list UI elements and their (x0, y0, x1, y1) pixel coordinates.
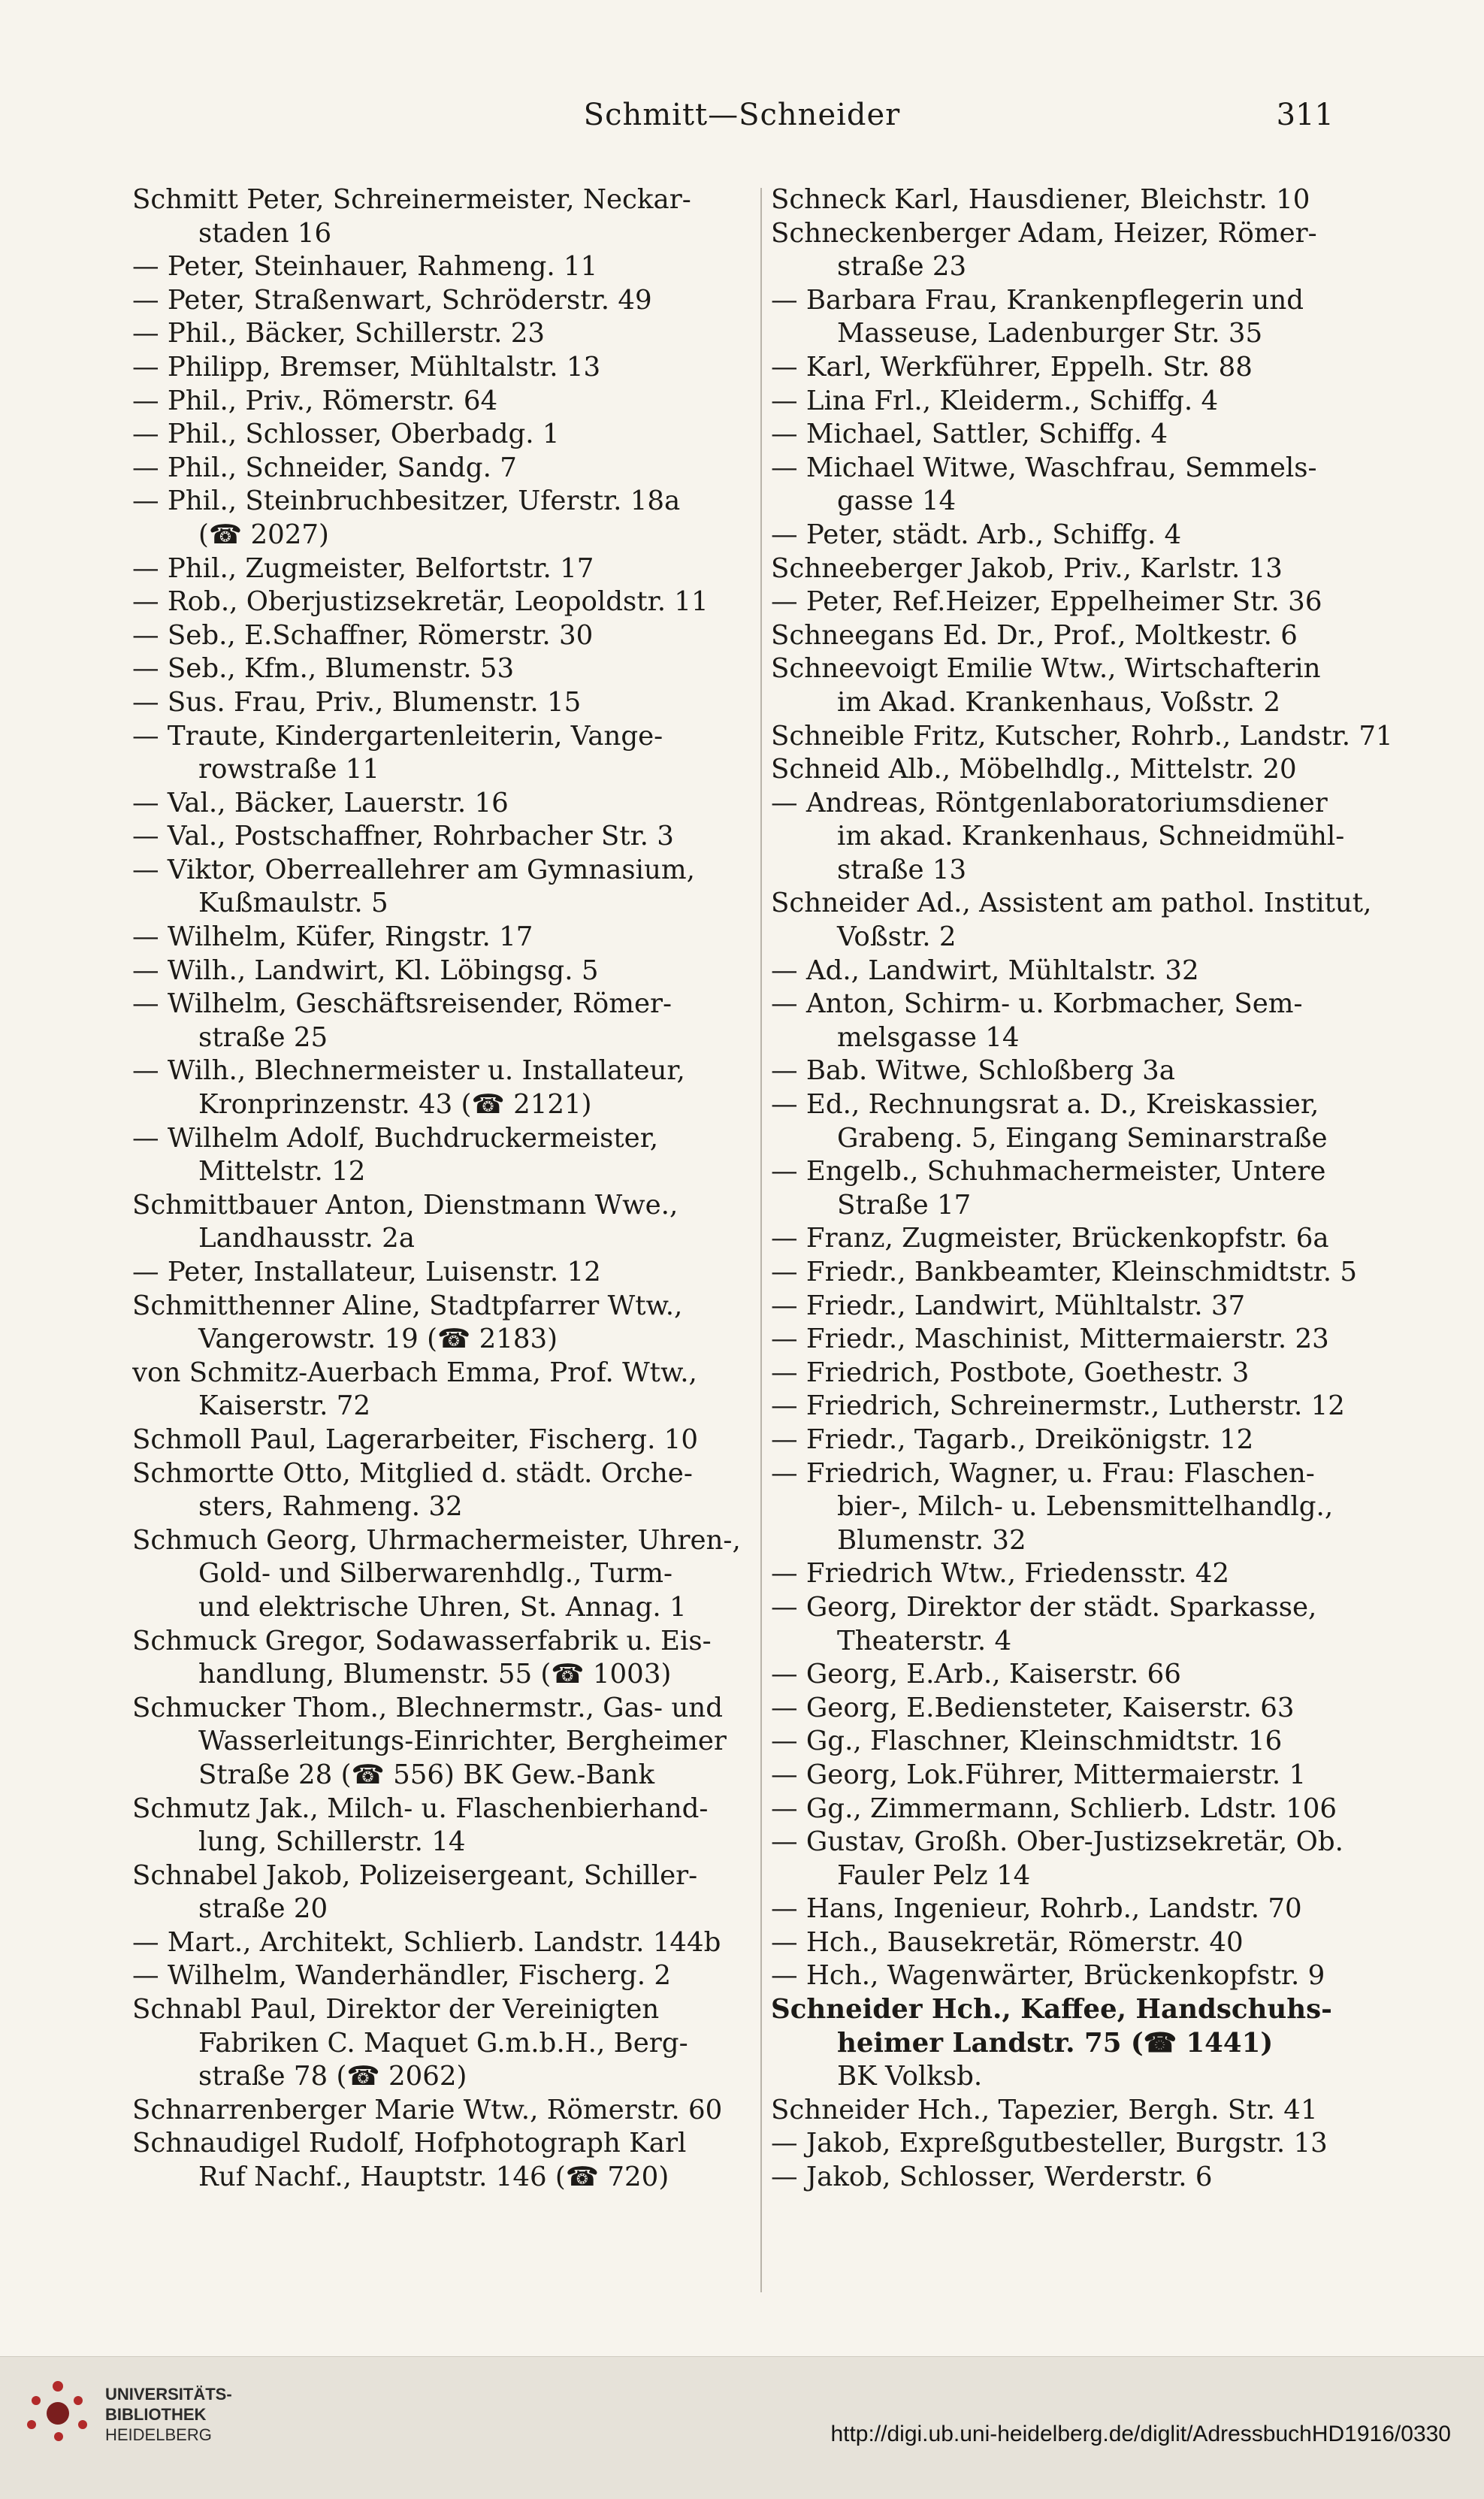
directory-entry-line: Schneider Ad., Assistent am pathol. Institut, (771, 888, 1372, 919)
directory-entry-line: — Michael Witwe, Waschfrau, Semmels- (771, 452, 1395, 486)
directory-entry-line: — Phil., Zugmeister, Belfortstr. 17 (132, 552, 756, 586)
right-column (771, 183, 1395, 2310)
directory-entry-line: — Andreas, Röntgenlaboratoriumsdiener (771, 787, 1395, 821)
directory-entry-line: straße 78 (☎ 2062) (198, 2061, 467, 2092)
directory-entry-line: Schmuch Georg, Uhrmachermeister, Uhren-, (132, 1524, 741, 1556)
directory-entry-line: straße 25 (198, 1021, 328, 1053)
directory-entry-line: — Peter, Ref.Heizer, Eppelheimer Str. 36 (771, 585, 1395, 619)
directory-entry-line: — Wilhelm, Geschäftsreisender, Römer- (132, 988, 756, 1021)
directory-entry-line: — Gg., Zimmermann, Schlierb. Ldstr. 106 (771, 1793, 1395, 1826)
directory-entry-line: Fauler Pelz 14 (837, 1859, 1031, 1891)
directory-entry-line: Gold- und Silberwarenhdlg., Turm- (198, 1558, 673, 1590)
directory-entry-line: Theaterstr. 4 (837, 1625, 1012, 1656)
directory-entry-line: — Peter, Installateur, Luisenstr. 12 (132, 1256, 756, 1290)
directory-entry-line: straße 23 (837, 251, 967, 283)
directory-entry-line: — Phil., Schlosser, Oberbadg. 1 (132, 418, 756, 452)
directory-entry-line: — Friedrich, Postbote, Goethestr. 3 (771, 1357, 1395, 1390)
directory-entry-line: — Val., Postschaffner, Rohrbacher Str. 3 (132, 820, 756, 854)
library-name-line: HEIDELBERG (105, 2425, 212, 2444)
directory-entry-line: — Phil., Priv., Römerstr. 64 (132, 385, 756, 419)
directory-entry-line: im Akad. Krankenhaus, Voßstr. 2 (837, 686, 1280, 718)
directory-entry-line: Schnarrenberger Marie Wtw., Römerstr. 60 (132, 2094, 723, 2125)
column-divider (760, 188, 762, 2292)
directory-entry-line: — Phil., Schneider, Sandg. 7 (132, 452, 756, 486)
directory-entry-line: Masseuse, Ladenburger Str. 35 (837, 318, 1263, 349)
directory-entry-line: Wasserleitungs-Einrichter, Bergheimer (198, 1726, 727, 1757)
directory-entry-line: — Peter, städt. Arb., Schiffg. 4 (771, 519, 1395, 552)
directory-entry-line: — Wilhelm, Wanderhändler, Fischerg. 2 (132, 1959, 756, 1993)
source-url-link[interactable]: http://digi.ub.uni-heidelberg.de/diglit/AdressbuchHD1916/0330 (830, 2422, 1451, 2446)
directory-entry-line: (☎ 2027) (198, 519, 329, 550)
directory-entry-line: Schmuck Gregor, Sodawasserfabrik u. Eis- (132, 1625, 712, 1656)
directory-entry-line: — Rob., Oberjustizsekretär, Leopoldstr. 11 (132, 585, 756, 619)
directory-entry-line: Straße 28 (☎ 556) BK Gew.-Bank (198, 1759, 655, 1790)
directory-entry-line: Schmitt Peter, Schreinermeister, Neckar- (132, 184, 691, 215)
directory-entry-line: — Wilhelm Adolf, Buchdruckermeister, (132, 1122, 756, 1156)
directory-entry-line: straße 20 (198, 1893, 328, 1925)
directory-entry-line: BK Volksb. (837, 2061, 983, 2092)
directory-entry-line: heimer Landstr. 75 (☎ 1441) (837, 2027, 1274, 2059)
directory-entry-line: Schmitthenner Aline, Stadtpfarrer Wtw., (132, 1290, 683, 1321)
directory-entry-line: — Franz, Zugmeister, Brückenkopfstr. 6a (771, 1222, 1395, 1256)
directory-entry-line: — Hans, Ingenieur, Rohrb., Landstr. 70 (771, 1892, 1395, 1926)
directory-entry-line: Schneid Alb., Möbelhdlg., Mittelstr. 20 (771, 754, 1297, 785)
directory-entry-line: Schmortte Otto, Mitglied d. städt. Orche- (132, 1457, 693, 1489)
directory-entry-line: und elektrische Uhren, St. Annag. 1 (198, 1591, 687, 1623)
directory-entry-line: Straße 17 (837, 1189, 972, 1221)
directory-entry-line: sters, Rahmeng. 32 (198, 1491, 463, 1523)
directory-entry-line: — Engelb., Schuhmachermeister, Untere (771, 1155, 1395, 1189)
directory-entry-line: Schneck Karl, Hausdiener, Bleichstr. 10 (771, 184, 1310, 215)
directory-entry-line: — Phil., Bäcker, Schillerstr. 23 (132, 317, 756, 351)
directory-entry-line: — Georg, E.Arb., Kaiserstr. 66 (771, 1658, 1395, 1692)
directory-entry-line: — Sus. Frau, Priv., Blumenstr. 15 (132, 686, 756, 720)
directory-entry-line: — Gustav, Großh. Ober-Justizsekretär, Ob. (771, 1826, 1395, 1859)
directory-entry-line: staden 16 (198, 217, 332, 249)
directory-entry-line: melsgasse 14 (837, 1021, 1020, 1053)
directory-entry-line: Schmittbauer Anton, Dienstmann Wwe., (132, 1189, 679, 1221)
directory-entry-line: lung, Schillerstr. 14 (198, 1826, 466, 1858)
directory-entry-line: Schneeberger Jakob, Priv., Karlstr. 13 (771, 552, 1283, 584)
left-column (132, 183, 756, 2310)
directory-entry-line: — Peter, Steinhauer, Rahmeng. 11 (132, 250, 756, 284)
directory-entry-line: Grabeng. 5, Eingang Seminarstraße (837, 1122, 1328, 1154)
directory-entry-line: — Friedr., Bankbeamter, Kleinschmidtstr. 5 (771, 1256, 1395, 1290)
directory-entry-line: — Friedrich Wtw., Friedensstr. 42 (771, 1557, 1395, 1591)
directory-entry-line: Schneegans Ed. Dr., Prof., Moltkestr. 6 (771, 619, 1298, 651)
directory-entry-line: — Friedr., Landwirt, Mühltalstr. 37 (771, 1290, 1395, 1324)
directory-entry-line: Schmoll Paul, Lagerarbeiter, Fischerg. 10 (132, 1423, 698, 1455)
directory-entry-line: — Peter, Straßenwart, Schröderstr. 49 (132, 284, 756, 318)
directory-entry-line: handlung, Blumenstr. 55 (☎ 1003) (198, 1659, 672, 1690)
directory-entry-line: — Friedrich, Schreinermstr., Lutherstr. 12 (771, 1390, 1395, 1423)
directory-entry-line: Ruf Nachf., Hauptstr. 146 (☎ 720) (198, 2162, 669, 2193)
directory-entry-line: — Karl, Werkführer, Eppelh. Str. 88 (771, 351, 1395, 385)
directory-entry-line: — Michael, Sattler, Schiffg. 4 (771, 418, 1395, 452)
directory-entry-line: — Philipp, Bremser, Mühltalstr. 13 (132, 351, 756, 385)
directory-entry-line: — Hch., Wagenwärter, Brückenkopfstr. 9 (771, 1959, 1395, 1993)
directory-entry-line: — Gg., Flaschner, Kleinschmidtstr. 16 (771, 1725, 1395, 1759)
library-name-line: BIBLIOTHEK (105, 2405, 207, 2424)
directory-entry-line: — Georg, Direktor der städt. Sparkasse, (771, 1591, 1395, 1625)
library-name-line: UNIVERSITÄTS- (105, 2385, 232, 2404)
page-header (0, 98, 1484, 143)
directory-entry-line: Schneevoigt Emilie Wtw., Wirtschafterin (771, 653, 1321, 685)
directory-entry-line: Blumenstr. 32 (837, 1524, 1026, 1556)
directory-entry-line: — Val., Bäcker, Lauerstr. 16 (132, 787, 756, 821)
university-library-logo-icon[interactable] (24, 2379, 92, 2447)
directory-entry-line: — Jakob, Schlosser, Werderstr. 6 (771, 2161, 1395, 2195)
directory-entry-line: — Wilh., Landwirt, Kl. Löbingsg. 5 (132, 955, 756, 988)
directory-entry-line: — Seb., Kfm., Blumenstr. 53 (132, 652, 756, 686)
directory-entry-line: — Lina Frl., Kleiderm., Schiffg. 4 (771, 385, 1395, 419)
directory-entry-line: — Georg, E.Bediensteter, Kaiserstr. 63 (771, 1692, 1395, 1726)
directory-entry-line: Schmucker Thom., Blechnermstr., Gas- und (132, 1692, 723, 1723)
directory-entry-line: — Friedrich, Wagner, u. Frau: Flaschen- (771, 1457, 1395, 1491)
directory-entry-line: Schneckenberger Adam, Heizer, Römer- (771, 217, 1317, 249)
directory-entry-line: Kußmaulstr. 5 (198, 888, 388, 919)
directory-entry-line: Kronprinzenstr. 43 (☎ 2121) (198, 1089, 592, 1121)
running-title: Schmitt—Schneider (583, 98, 901, 132)
directory-entry-line: — Viktor, Oberreallehrer am Gymnasium, (132, 854, 756, 888)
directory-entry-line: Kaiserstr. 72 (198, 1390, 371, 1422)
directory-entry-line: — Wilh., Blechnermeister u. Installateur, (132, 1054, 756, 1088)
directory-entry-line: Landhausstr. 2a (198, 1223, 415, 1254)
directory-entry-line: Schneible Fritz, Kutscher, Rohrb., Landstr. 71 (771, 720, 1393, 752)
directory-entry-line: straße 13 (837, 854, 967, 885)
directory-entry-line: — Hch., Bausekretär, Römerstr. 40 (771, 1926, 1395, 1960)
directory-entry-line: Schmutz Jak., Milch- u. Flaschenbierhand- (132, 1793, 709, 1824)
library-name (105, 2384, 232, 2445)
directory-entry-line: — Georg, Lok.Führer, Mittermaierstr. 1 (771, 1759, 1395, 1793)
directory-entry-line: im akad. Krankenhaus, Schneidmühl- (837, 821, 1345, 852)
directory-entry-line: Voßstr. 2 (837, 921, 957, 953)
directory-entry-line: — Ed., Rechnungsrat a. D., Kreiskassier, (771, 1088, 1395, 1122)
directory-entry-line: — Mart., Architekt, Schlierb. Landstr. 144b (132, 1926, 756, 1960)
directory-entry-line: — Friedr., Maschinist, Mittermaierstr. 23 (771, 1323, 1395, 1357)
directory-entry-line: Vangerowstr. 19 (☎ 2183) (198, 1324, 558, 1355)
directory-entry-line: bier-, Milch- u. Lebensmittelhandlg., (837, 1491, 1334, 1523)
viewer-footer (0, 2356, 1484, 2499)
directory-entry-line: — Wilhelm, Küfer, Ringstr. 17 (132, 921, 756, 955)
directory-entry-line: — Friedr., Tagarb., Dreikönigstr. 12 (771, 1423, 1395, 1457)
directory-entry-line: Schnaudigel Rudolf, Hofphotograph Karl (132, 2128, 687, 2159)
directory-entry-line: — Anton, Schirm- u. Korbmacher, Sem- (771, 988, 1395, 1021)
directory-entry-line: — Ad., Landwirt, Mühltalstr. 32 (771, 955, 1395, 988)
directory-entry-line: Mittelstr. 12 (198, 1156, 366, 1187)
directory-entry-line: — Barbara Frau, Krankenpflegerin und (771, 284, 1395, 318)
directory-entry-line: gasse 14 (837, 486, 957, 517)
directory-entry-line: — Traute, Kindergartenleiterin, Vange- (132, 720, 756, 754)
directory-entry-line: — Seb., E.Schaffner, Römerstr. 30 (132, 619, 756, 653)
directory-entry-line: Schneider Hch., Tapezier, Bergh. Str. 41 (771, 2094, 1318, 2125)
directory-entry-line: — Phil., Steinbruchbesitzer, Uferstr. 18a (132, 485, 756, 519)
directory-entry-line: Schnabl Paul, Direktor der Vereinigten (132, 1994, 660, 2026)
directory-entry-line: von Schmitz-Auerbach Emma, Prof. Wtw., (132, 1357, 697, 1388)
directory-entry-line: Schnabel Jakob, Polizeisergeant, Schiller- (132, 1859, 698, 1891)
page-number: 311 (1276, 98, 1334, 132)
directory-entry-line: rowstraße 11 (198, 754, 380, 785)
directory-entry-line: — Jakob, Expreßgutbesteller, Burgstr. 13 (771, 2127, 1395, 2161)
directory-entry-line: Fabriken C. Maquet G.m.b.H., Berg- (198, 2027, 688, 2059)
directory-entry-line: Schneider Hch., Kaffee, Handschuhs- (771, 1994, 1332, 2026)
directory-entry-line: — Bab. Witwe, Schloßberg 3a (771, 1054, 1395, 1088)
